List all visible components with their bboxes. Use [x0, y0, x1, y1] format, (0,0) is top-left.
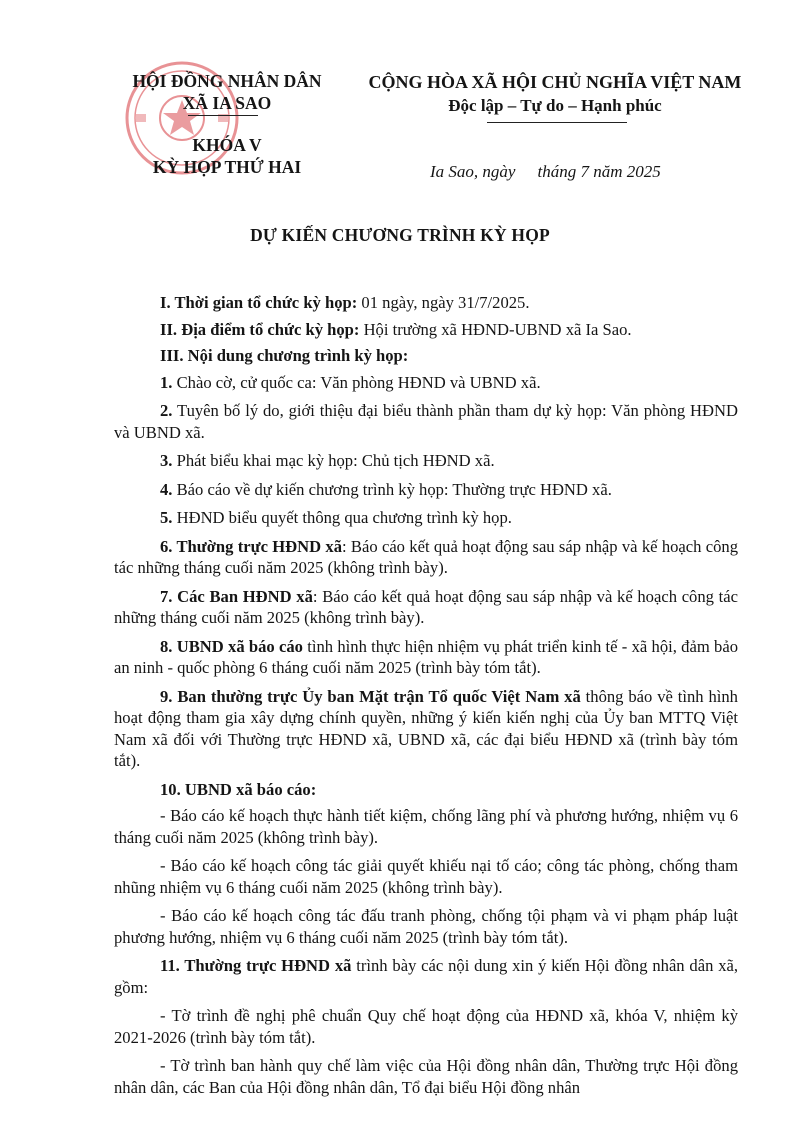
date-month-year: tháng 7 năm 2025 [537, 162, 661, 181]
agenda-item: 11. Thường trực HĐND xã trình bày các nội dung xin ý kiến Hội đồng nhân dân xã, gồm: [114, 956, 739, 997]
date-line [430, 162, 730, 182]
section-agenda-heading: III. Nội dung chương trình kỳ họp: [160, 346, 409, 365]
commune-name: XÃ IA SAO [182, 93, 272, 113]
agenda-item: 3. Phát biểu khai mạc kỳ họp: Chủ tịch HĐND xã. [160, 451, 495, 470]
motto-underline [487, 122, 627, 123]
agenda-item: 2. Tuyên bố lý do, giới thiệu đại biểu thành phần tham dự kỳ họp: Văn phòng HĐND và UBND xã. [114, 401, 738, 442]
term-label: KHÓA V [192, 135, 262, 155]
national-motto: Độc lập – Tự do – Hạnh phúc [448, 96, 662, 115]
date-place: Ia Sao, ngày [430, 162, 516, 181]
agenda-item: 7. Các Ban HĐND xã: Báo cáo kết quả hoạt động sau sáp nhập và kế hoạch công tác những tháng cuối năm 2025 (không trình bày). [114, 586, 738, 627]
council-name: HỘI ĐỒNG NHÂN DÂN [132, 71, 322, 91]
agenda-item: 10. UBND xã báo cáo: [160, 779, 317, 799]
agenda-item: 9. Ban thường trực Ủy ban Mặt trận Tổ quốc Việt Nam xã thông báo về tình hình hoạt động tham gia xây dựng chính quyền, những ý kiến kiến nghị của Ủy ban MTTQ Việt Nam xã đối với Thường trực HĐND xã, UBND xã, các đại biểu HĐND xã (trình bày tóm tắt). [114, 686, 738, 770]
agenda-subitem: - Tờ trình đề nghị phê chuẩn Quy chế hoạt động của HĐND xã, khóa V, nhiệm kỳ 2021-2026 (trình bày tóm tắt). [114, 1006, 738, 1047]
national-header [355, 70, 755, 118]
agenda-item: 5. HĐND biểu quyết thông qua chương trình kỳ họp. [160, 508, 512, 527]
issuer-underline [188, 115, 258, 116]
document-body [114, 292, 738, 1105]
agenda-subitem: - Tờ trình ban hành quy chế làm việc của Hội đồng nhân dân, Thường trực Hội đồng nhân dân, các Ban của Hội đồng nhân dân, Tổ đại biểu Hội đồng nhân [114, 1056, 738, 1097]
section-venue: II. Địa điểm tổ chức kỳ họp: Hội trường xã HĐND-UBND xã Ia Sao. [160, 319, 632, 339]
agenda-subitem: - Báo cáo kế hoạch công tác giải quyết khiếu nại tố cáo; công tác phòng, chống tham nhũng nhiệm vụ 6 tháng cuối năm 2025 (không trình bày). [114, 856, 738, 897]
nation-name: CỘNG HÒA XÃ HỘI CHỦ NGHĨA VIỆT NAM [368, 72, 742, 92]
agenda-subitem: - Báo cáo kế hoạch thực hành tiết kiệm, chống lãng phí và phương hướng, nhiệm vụ 6 tháng cuối năm 2025 (không trình bày). [114, 806, 738, 847]
section-label: I. Thời gian tổ chức kỳ họp: [160, 293, 358, 312]
issuer-block [112, 70, 342, 178]
agenda-subitem: - Báo cáo kế hoạch công tác đấu tranh phòng, chống tội phạm và vi phạm pháp luật phương hướng, nhiệm vụ 6 tháng cuối năm 2025 (trình bày tóm tắt). [114, 906, 738, 947]
section-time: I. Thời gian tổ chức kỳ họp: 01 ngày, ngày 31/7/2025. [160, 293, 530, 312]
agenda-item: 6. Thường trực HĐND xã: Báo cáo kết quả hoạt động sau sáp nhập và kế hoạch công tác những tháng cuối năm 2025 (không trình bày). [114, 536, 738, 577]
agenda-item: 1. Chào cờ, cử quốc ca: Văn phòng HĐND và UBND xã. [160, 372, 541, 392]
agenda-item: 8. UBND xã báo cáo tình hình thực hiện nhiệm vụ phát triển kinh tế - xã hội, đảm bảo an ninh - quốc phòng 6 tháng cuối năm 2025 (trình bày tóm tắt). [114, 636, 738, 677]
section-label: II. Địa điểm tổ chức kỳ họp: [160, 319, 360, 339]
agenda-item: 4. Báo cáo về dự kiến chương trình kỳ họp: Thường trực HĐND xã. [160, 479, 612, 499]
session-label: KỲ HỌP THỨ HAI [152, 157, 302, 177]
document-title: DỰ KIẾN CHƯƠNG TRÌNH KỲ HỌP [250, 225, 550, 245]
